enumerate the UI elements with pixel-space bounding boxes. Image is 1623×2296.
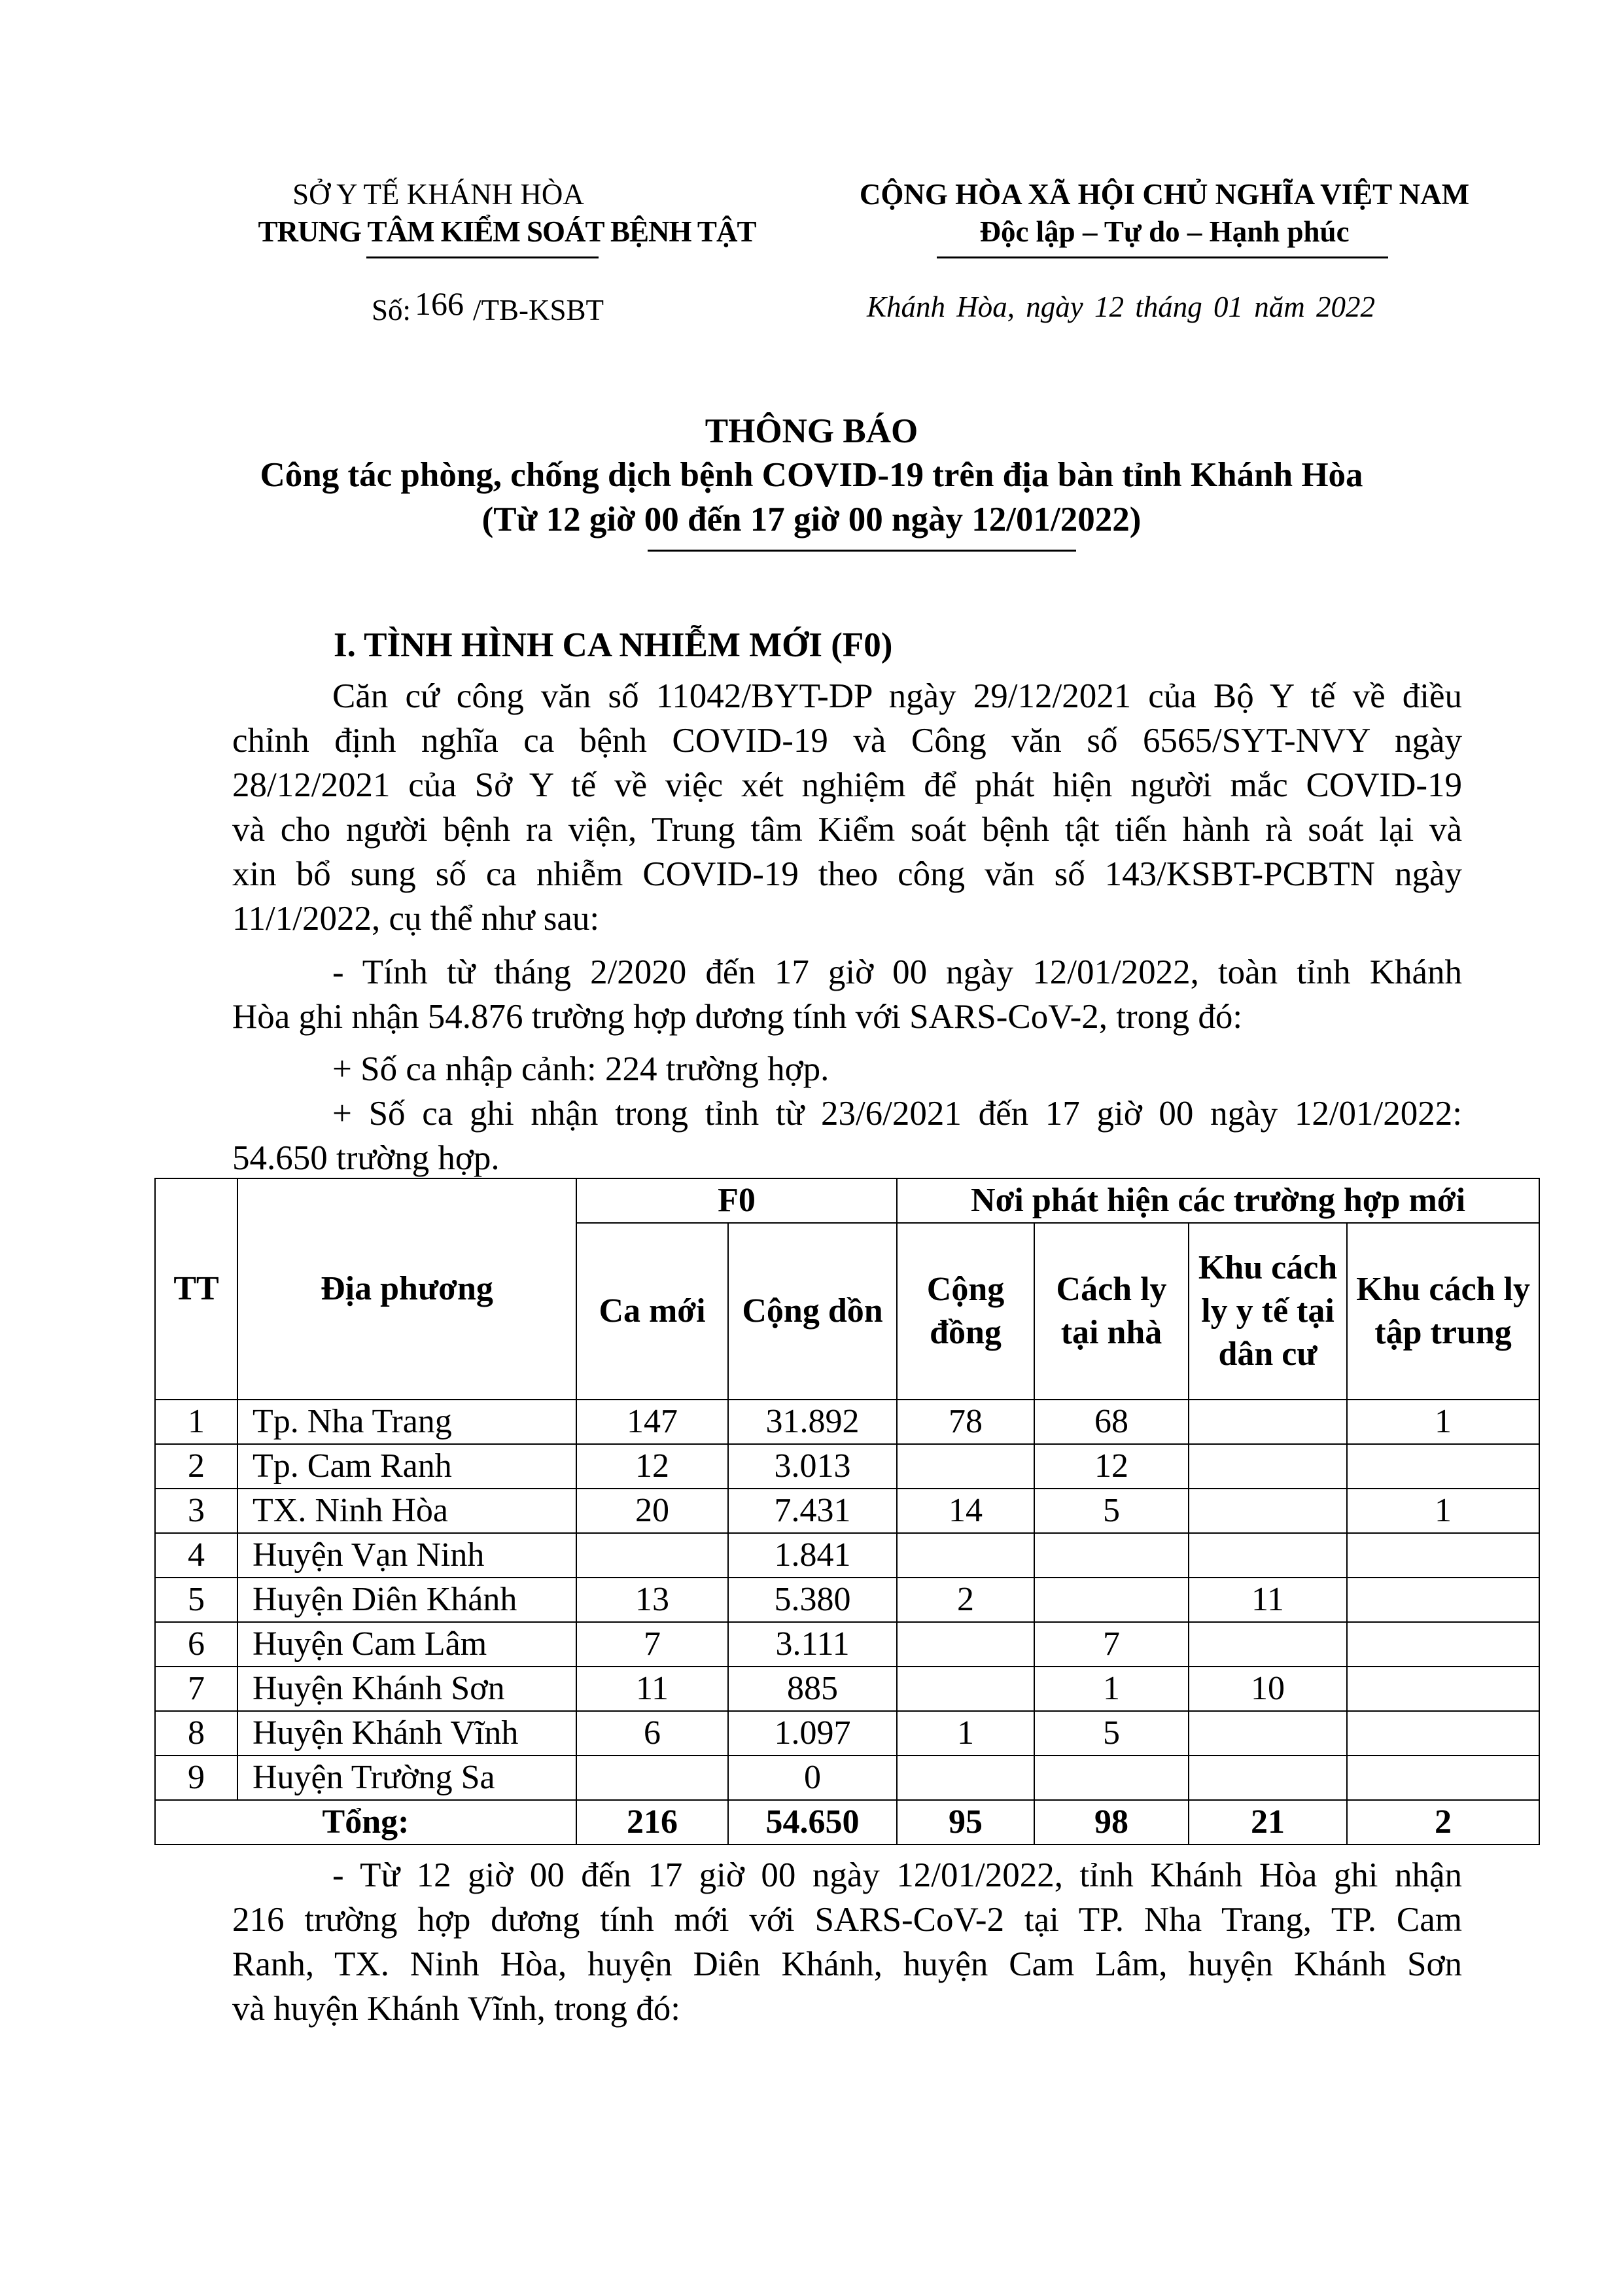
paragraph-line: 216 trường hợp dương tính mới với SARS-CoV-2 tại TP. Nha Trang, TP. Cam [232, 1901, 1462, 1939]
header-community: Cộng đồng [897, 1223, 1034, 1400]
cell-cumulative: 31.892 [728, 1400, 897, 1444]
header-detection-group: Nơi phát hiện các trường hợp mới [897, 1178, 1539, 1223]
paragraph-line: xin bổ sung số ca nhiễm COVID-19 theo công văn số 143/KSBT-PCBTN ngày [232, 855, 1462, 893]
cell-new: 20 [576, 1489, 728, 1533]
table-row [155, 1711, 1539, 1756]
header-right-underline [937, 256, 1388, 258]
paragraph-line: + Số ca nhập cảnh: 224 trường hợp. [332, 1050, 829, 1088]
cell-central [1347, 1444, 1539, 1489]
cell-new: 13 [576, 1578, 728, 1622]
cell-locality: Tp. Nha Trang [237, 1400, 576, 1444]
cell-central [1347, 1711, 1539, 1756]
cell-tt: 8 [155, 1711, 237, 1756]
cell-locality: Huyện Diên Khánh [237, 1578, 576, 1622]
cell-tt: 2 [155, 1444, 237, 1489]
cell-tt: 4 [155, 1533, 237, 1578]
paragraph-line: + Số ca ghi nhận trong tỉnh từ 23/6/2021 đến 17 giờ 00 ngày 12/01/2022: [332, 1095, 1462, 1133]
cell-residential [1189, 1711, 1347, 1756]
paragraph-line: và huyện Khánh Vĩnh, trong đó: [232, 1990, 680, 2028]
total-label: Tổng: [155, 1800, 576, 1845]
cell-home: 68 [1034, 1400, 1189, 1444]
cell-residential [1189, 1400, 1347, 1444]
cell-community: 1 [897, 1711, 1034, 1756]
header-cumulative: Cộng dồn [728, 1223, 897, 1400]
cell-home [1034, 1578, 1189, 1622]
paragraph-line: - Từ 12 giờ 00 đến 17 giờ 00 ngày 12/01/2022, tỉnh Khánh Hòa ghi nhận [332, 1856, 1462, 1894]
cell-locality: Huyện Trường Sa [237, 1756, 576, 1800]
cell-tt: 7 [155, 1667, 237, 1711]
paragraph-line: Hòa ghi nhận 54.876 trường hợp dương tính với SARS-CoV-2, trong đó: [232, 998, 1243, 1036]
cell-home: 7 [1034, 1622, 1189, 1667]
cell-residential [1189, 1444, 1347, 1489]
cell-central: 1 [1347, 1489, 1539, 1533]
cell-tt: 6 [155, 1622, 237, 1667]
paragraph-new-cases [232, 1853, 1462, 2031]
cell-community [897, 1756, 1034, 1800]
table-total-row [155, 1800, 1539, 1845]
cell-central: 1 [1347, 1400, 1539, 1444]
paragraph-line: 11/1/2022, cụ thể như sau: [232, 900, 600, 938]
cell-central [1347, 1667, 1539, 1711]
cell-community [897, 1533, 1034, 1578]
cell-community [897, 1444, 1034, 1489]
cell-tt: 1 [155, 1400, 237, 1444]
cell-locality: Huyện Vạn Ninh [237, 1533, 576, 1578]
paragraph-total [232, 950, 1462, 1039]
cell-residential [1189, 1533, 1347, 1578]
cell-community: 2 [897, 1578, 1034, 1622]
cell-community: 78 [897, 1400, 1034, 1444]
notice-title: THÔNG BÁO [705, 412, 918, 450]
total-home: 98 [1034, 1800, 1189, 1845]
cell-residential: 10 [1189, 1667, 1347, 1711]
total-residential: 21 [1189, 1800, 1347, 1845]
table-row [155, 1444, 1539, 1489]
document-number [372, 285, 604, 327]
cell-locality: TX. Ninh Hòa [237, 1489, 576, 1533]
cell-locality: Huyện Khánh Sơn [237, 1667, 576, 1711]
cell-central [1347, 1756, 1539, 1800]
cell-new: 12 [576, 1444, 728, 1489]
cell-community [897, 1667, 1034, 1711]
document-number-value: 166 [415, 285, 464, 322]
cell-central [1347, 1622, 1539, 1667]
table-row [155, 1489, 1539, 1533]
cell-cumulative: 0 [728, 1756, 897, 1800]
cell-locality: Huyện Khánh Vĩnh [237, 1711, 576, 1756]
cell-cumulative: 1.097 [728, 1711, 897, 1756]
header-locality: Địa phương [237, 1178, 576, 1400]
cell-home [1034, 1756, 1189, 1800]
paragraph-line: - Tính từ tháng 2/2020 đến 17 giờ 00 ngày 12/01/2022, toàn tỉnh Khánh [332, 953, 1462, 991]
document-number-suffix: /TB-KSBT [473, 294, 604, 327]
cell-locality: Tp. Cam Ranh [237, 1444, 576, 1489]
header-left-underline [366, 256, 599, 258]
table-row [155, 1400, 1539, 1444]
cell-central [1347, 1533, 1539, 1578]
cell-cumulative: 7.431 [728, 1489, 897, 1533]
table-row [155, 1533, 1539, 1578]
header-central-isolation: Khu cách ly tập trung [1347, 1223, 1539, 1400]
cell-residential [1189, 1489, 1347, 1533]
cell-central [1347, 1578, 1539, 1622]
cell-tt: 3 [155, 1489, 237, 1533]
cell-residential [1189, 1622, 1347, 1667]
paragraph-imported [232, 1047, 1462, 1091]
cell-community [897, 1622, 1034, 1667]
cell-tt: 5 [155, 1578, 237, 1622]
paragraph-line: Ranh, TX. Ninh Hòa, huyện Diên Khánh, huyện Cam Lâm, huyện Khánh Sơn [232, 1945, 1462, 1983]
paragraph-line: chỉnh định nghĩa ca bệnh COVID-19 và Công văn số 6565/SYT-NVY ngày [232, 722, 1462, 760]
cell-community: 14 [897, 1489, 1034, 1533]
header-f0: F0 [576, 1178, 897, 1223]
cell-new: 6 [576, 1711, 728, 1756]
table-row [155, 1578, 1539, 1622]
cell-new [576, 1756, 728, 1800]
agency-name: SỞ Y TẾ KHÁNH HÒA [292, 178, 584, 211]
cell-home: 5 [1034, 1489, 1189, 1533]
paragraph-domestic [232, 1091, 1462, 1180]
document-number-prefix: Số: [372, 294, 411, 327]
total-cumulative: 54.650 [728, 1800, 897, 1845]
cell-tt: 9 [155, 1756, 237, 1800]
cell-new: 147 [576, 1400, 728, 1444]
cell-cumulative: 3.111 [728, 1622, 897, 1667]
cell-new: 11 [576, 1667, 728, 1711]
title-underline [648, 550, 1076, 552]
notice-period: (Từ 12 giờ 00 đến 17 giờ 00 ngày 12/01/2022) [481, 501, 1142, 539]
total-community: 95 [897, 1800, 1034, 1845]
total-central: 2 [1347, 1800, 1539, 1845]
cell-cumulative: 3.013 [728, 1444, 897, 1489]
paragraph-line: 28/12/2021 của Sở Y tế về việc xét nghiệm để phát hiện người mắc COVID-19 [232, 766, 1462, 804]
document-date: Khánh Hòa, ngày 12 tháng 01 năm 2022 [867, 291, 1375, 323]
cell-residential: 11 [1189, 1578, 1347, 1622]
country-name: CỘNG HÒA XÃ HỘI CHỦ NGHĨA VIỆT NAM [859, 178, 1470, 211]
total-new: 216 [576, 1800, 728, 1845]
cell-home: 5 [1034, 1711, 1189, 1756]
cell-home: 12 [1034, 1444, 1189, 1489]
cell-new [576, 1533, 728, 1578]
header-home-isolation: Cách ly tại nhà [1034, 1223, 1189, 1400]
cell-residential [1189, 1756, 1347, 1800]
header-residential-isolation: Khu cách ly y tế tại dân cư [1189, 1223, 1347, 1400]
table-row [155, 1667, 1539, 1711]
cell-cumulative: 1.841 [728, 1533, 897, 1578]
table-row [155, 1756, 1539, 1800]
cases-table [154, 1178, 1540, 1845]
paragraph-line: Căn cứ công văn số 11042/BYT-DP ngày 29/12/2021 của Bộ Y tế về điều [332, 677, 1462, 715]
cell-cumulative: 885 [728, 1667, 897, 1711]
cell-new: 7 [576, 1622, 728, 1667]
cell-cumulative: 5.380 [728, 1578, 897, 1622]
paragraph-basis [232, 674, 1462, 941]
cell-locality: Huyện Cam Lâm [237, 1622, 576, 1667]
notice-subtitle: Công tác phòng, chống dịch bệnh COVID-19 trên địa bàn tỉnh Khánh Hòa [260, 456, 1363, 494]
paragraph-line: và cho người bệnh ra viện, Trung tâm Kiểm soát bệnh tật tiến hành rà soát lại và [232, 811, 1462, 849]
cell-home: 1 [1034, 1667, 1189, 1711]
national-motto: Độc lập – Tự do – Hạnh phúc [979, 215, 1350, 248]
paragraph-line: 54.650 trường hợp. [232, 1139, 500, 1177]
center-name: TRUNG TÂM KIỂM SOÁT BỆNH TẬT [258, 215, 756, 248]
cell-home [1034, 1533, 1189, 1578]
header-tt: TT [155, 1178, 237, 1400]
header-new-cases: Ca mới [576, 1223, 728, 1400]
section-heading: I. TÌNH HÌNH CA NHIỄM MỚI (F0) [334, 626, 893, 664]
table-row [155, 1622, 1539, 1667]
